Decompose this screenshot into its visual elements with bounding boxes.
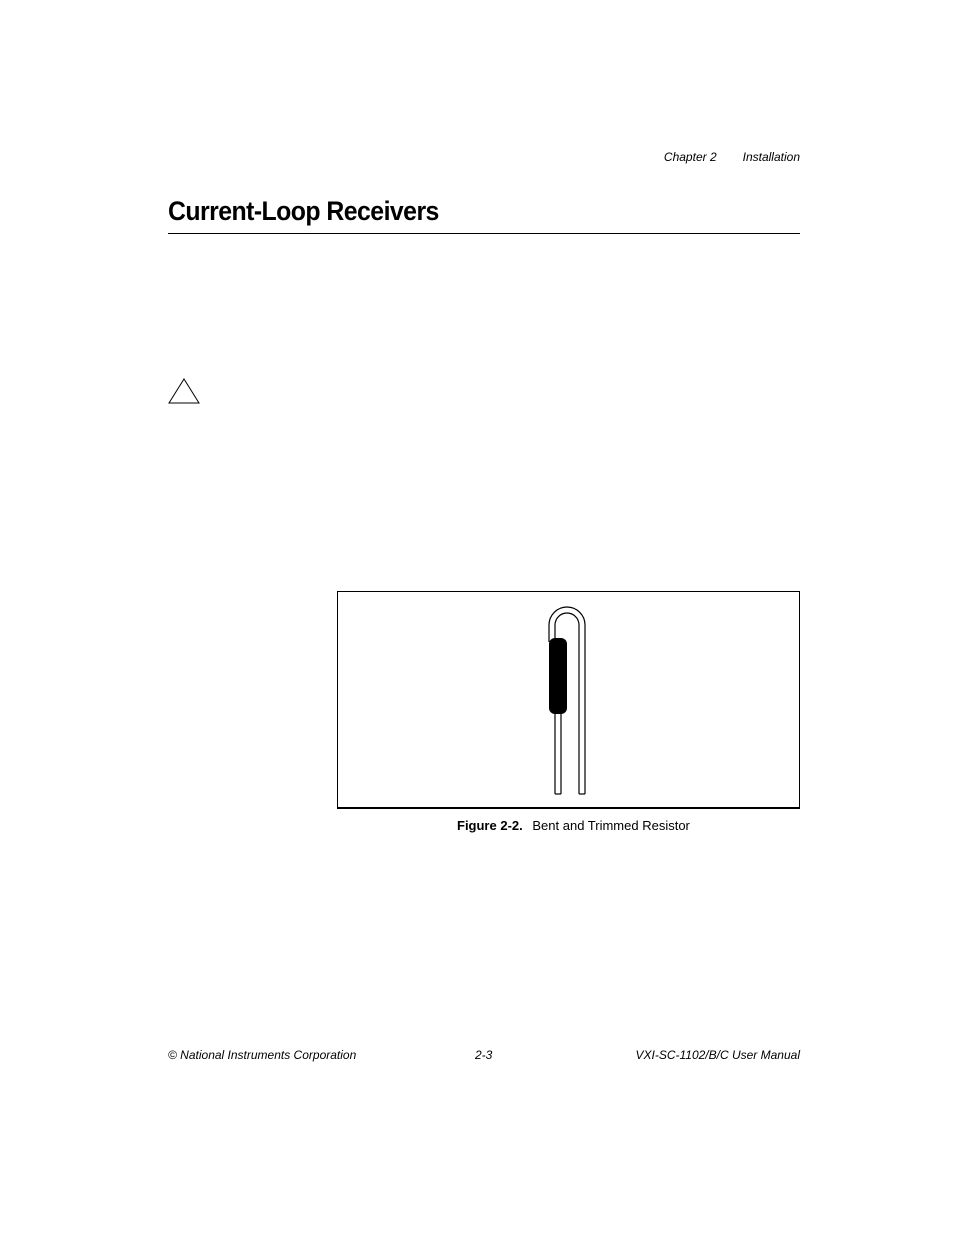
bent-resistor-illustration [338, 592, 799, 807]
resistor-body [549, 638, 567, 714]
figure-frame [337, 591, 800, 809]
title-rule [168, 233, 800, 234]
figure-label: Figure 2-2. [457, 818, 523, 833]
figure-caption [457, 818, 690, 833]
running-header [664, 150, 800, 164]
header-chapter: Chapter 2 [663, 150, 717, 164]
footer-manual-title: VXI-SC-1102/B/C User Manual [635, 1048, 800, 1062]
footer-page-number: 2-3 [475, 1048, 493, 1062]
figure-caption-text: Bent and Trimmed Resistor [532, 818, 690, 833]
footer-copyright: © National Instruments Corporation [168, 1048, 357, 1062]
caution-triangle-icon [168, 378, 200, 404]
header-section: Installation [742, 150, 800, 164]
section-title: Current-Loop Receivers [168, 196, 439, 226]
